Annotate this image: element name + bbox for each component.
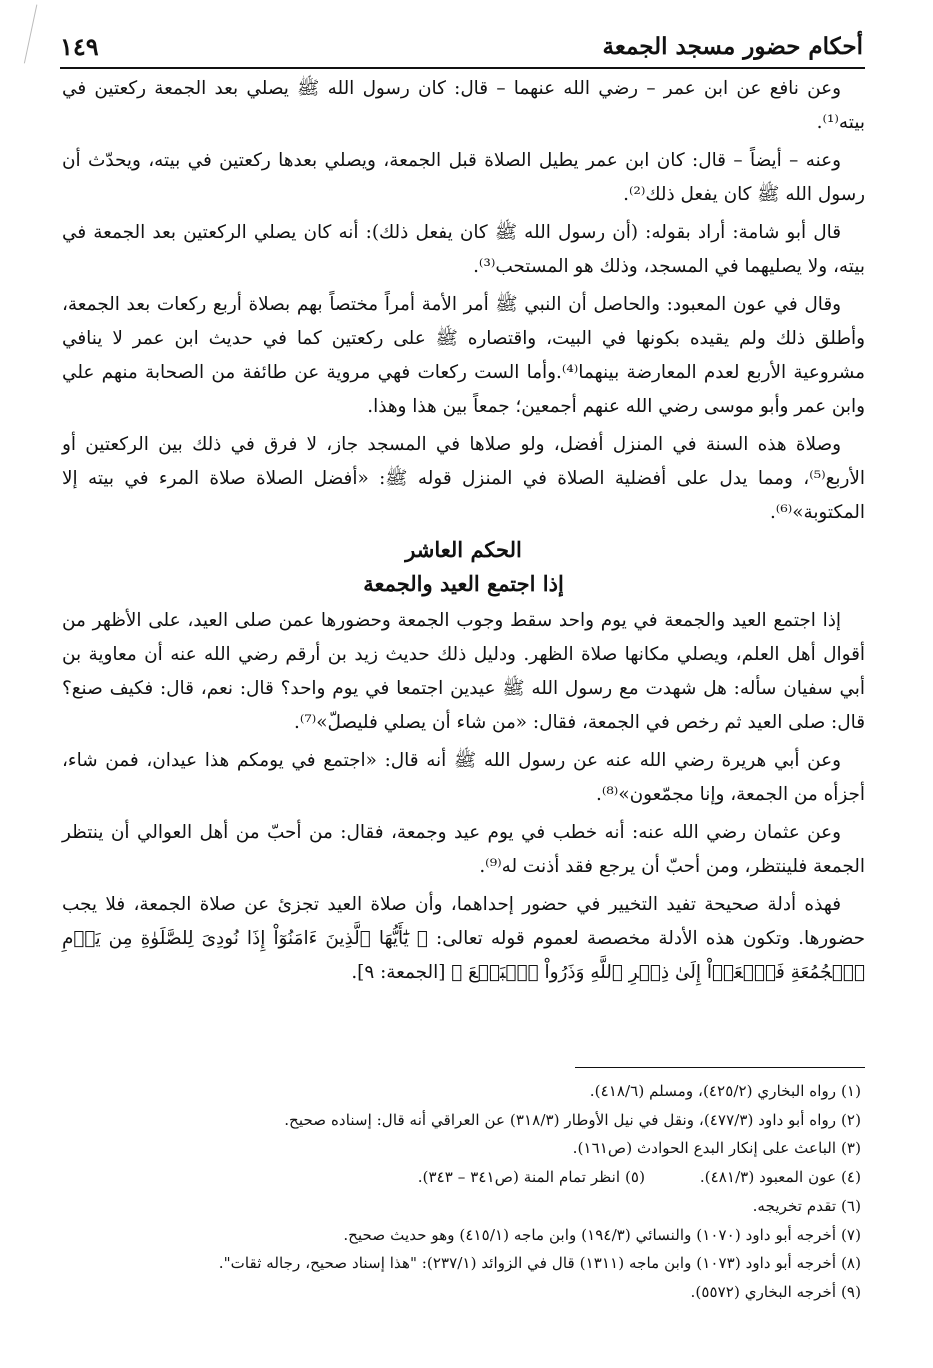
header-rule: [60, 67, 865, 69]
paragraph: قال أبو شامة: أراد بقوله: (أن رسول الله ﷺ كان يفعل ذلك): أنه كان يصلي الركعتين بعد الجمعة في بيته، ولا يصليهما في المسجد، وذلك هو المستحب⁽³⁾.: [62, 222, 865, 277]
footnote: (٥) انظر تمام المنة (ص٣٤١ – ٣٤٣).: [417, 1168, 645, 1187]
footnote: (٣) الباعث على إنكار البدع الحوادث (ص١٦١).: [572, 1139, 861, 1158]
footnote: (٨) أخرجه أبو داود (١٠٧٣) وابن ماجه (١٣١١) قال في الزوائد (٢٣٧/١): "هذا إسناد صحيح، رجاله ثقات".: [218, 1254, 861, 1273]
footnote: (٢) رواه أبو داود (٤٧٧/٣)، ونقل في نيل الأوطار (٣١٨/٣) عن العراقي أنه قال: إسناده صحيح.: [284, 1110, 861, 1129]
section-subheading: إذا اجتمع العيد والجمعة: [363, 571, 564, 596]
paragraph: وعنه – أيضاً – قال: كان ابن عمر يطيل الصلاة قبل الجمعة، ويصلي بعدها ركعتين في بيته، ويحدّث أن رسول الله ﷺ كان يفعل ذلك⁽²⁾.: [62, 150, 865, 205]
paragraph: وعن نافع عن ابن عمر – رضي الله عنهما – قال: كان رسول الله ﷺ يصلي بعد الجمعة ركعتين في بيته⁽¹⁾.: [62, 78, 865, 133]
paragraph: وقال في عون المعبود: والحاصل أن النبي ﷺ أمر الأمة أمراً مختصاً بهم بصلاة أربع ركعات بعد الجمعة، وأطلق ذلك ولم يقيده بكونها في البيت، واقتصاره ﷺ على ركعتين كما في حديث ابن عمر لا ينافي مشروعية الأربع لعدم المعارضة بينهما⁽⁴⁾.وأما الست ركعات فهي مروية عن طائفة من الصحابة منهم علي وابن عمر وأبو موسى رضي الله عنهم أجمعين؛ جمعاً بين هذا وهذا.: [62, 294, 865, 417]
paragraph: وعن أبي هريرة رضي الله عنه عن رسول الله ﷺ أنه قال: «اجتمع في يومكم هذا عيدان، فمن شاء، أجزأه من الجمعة، وإنا مجمّعون»⁽⁸⁾.: [62, 750, 865, 805]
footnote: (٩) أخرجه البخاري (٥٥٧٢).: [690, 1282, 861, 1301]
section-heading: الحكم العاشر: [405, 537, 522, 562]
footnote-separator: [575, 1067, 865, 1068]
paragraph: وصلاة هذه السنة في المنزل أفضل، ولو صلاها في المسجد جاز، لا فرق في ذلك بين الركعتين أو الأربع⁽⁵⁾، ومما يدل على أفضلية الصلاة في المنزل قوله ﷺ: «أفضل الصلاة صلاة المرء في بيته إلا المكتوبة»⁽⁶⁾.: [62, 434, 865, 523]
paragraph: وعن عثمان رضي الله عنه: أنه خطب في يوم عيد وجمعة، فقال: من أحبّ من أهل العوالي أن ينتظر الجمعة فلينتظر، ومن أحبّ أن يرجع فقد أذنت له⁽⁹⁾.: [62, 822, 865, 877]
footnote: (١) رواه البخاري (٤٢٥/٢)، ومسلم (٤١٨/٦).: [589, 1082, 861, 1100]
running-title: أحكام حضور مسجد الجمعة: [602, 32, 863, 60]
footnotes: [62, 1077, 861, 1307]
footnote: (٧) أخرجه أبو داود (١٠٧٠) والنسائي (١٩٤/٣) وابن ماجه (٤١٥/١) وهو حديث صحيح.: [343, 1225, 861, 1244]
page-header: [60, 28, 863, 64]
footnote-row: [62, 1163, 861, 1192]
footnote: (٤) عون المعبود (٤٨١/٣).: [699, 1168, 861, 1187]
footnote: (٦) تقدم تخريجه.: [752, 1196, 861, 1215]
paragraph: إذا اجتمع العيد والجمعة في يوم واحد سقط وجوب الجمعة وحضورها عمن صلى العيد، على الأظهر من أقوال أهل العلم، ويصلي مكانها صلاة الظهر. ودليل ذلك حديث زيد بن أرقم رضي الله عنه أن معاوية بن أبي سفيان سأله: هل شهدت مع رسول الله ﷺ عيدين اجتمعا في يوم واحد؟ قال: نعم، قال: فكيف صنع؟ قال: صلى العيد ثم رخص في الجمعة، فقال: «من شاء أن يصلي فليصلّ»⁽⁷⁾.: [62, 610, 865, 733]
main-text: [62, 72, 865, 994]
page-number: ١٤٩: [60, 31, 99, 61]
margin-mark: [24, 5, 47, 66]
paragraph: فهذه أدلة صحيحة تفيد التخيير في حضور إحداهما، وأن صلاة العيد تجزئ عن صلاة الجمعة، فلا يجب حضورها. وتكون هذه الأدلة مخصصة لعموم قوله تعالى: ﴿ يَٰٓأَيُّهَا ٱلَّذِينَ ءَامَنُوٓاْ إِذَا نُودِىَ لِلصَّلَوٰةِ مِن يَوۡمِ ٱلۡجُمُعَةِ فَٱسۡعَوۡاْ إِلَىٰ ذِكۡرِ ٱللَّهِ وَذَرُواْ ٱلۡبَيۡعَ ﴾ [الجمعة: ٩].: [62, 894, 865, 983]
